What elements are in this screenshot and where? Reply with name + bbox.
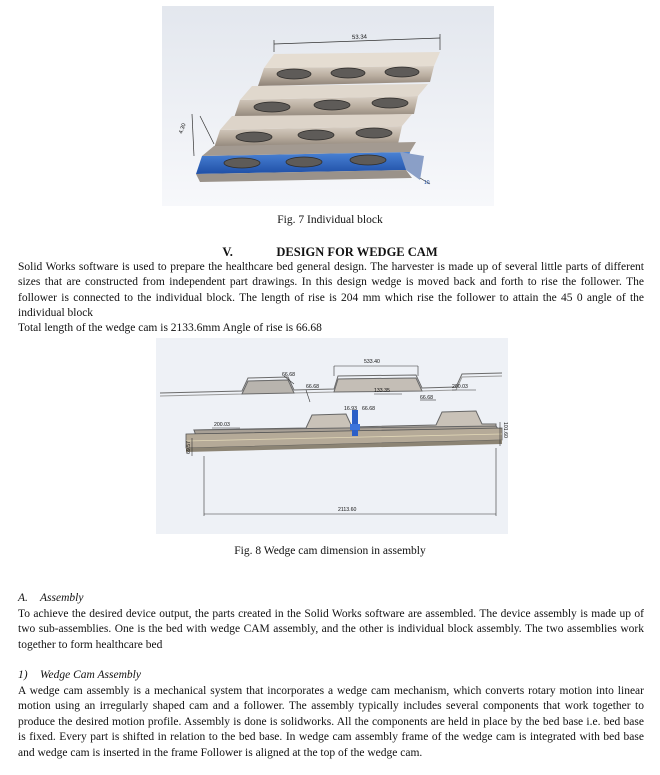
subsection-a-heading <box>18 592 83 604</box>
dim-133: 133.35 <box>374 388 390 394</box>
dim-66-a: 66.68 <box>282 372 295 378</box>
dim-2113: 2113.60 <box>338 507 357 513</box>
section-number: V. <box>222 245 233 259</box>
dim-length: 53.34 <box>351 34 368 41</box>
individual-block-render <box>162 6 494 206</box>
dim-66-c: 66.68 <box>420 395 433 401</box>
dim-101: 101.60 <box>502 422 508 438</box>
subsection-1-paragraph: A wedge cam assembly is a mechanical system that incorporates a wedge cam mechanism, which converts rotary motion into linear motion using an irregularly shaped cam and a follower. The assembly typically includes several components that work together to produce the desired motion profile. Assembly is done is solidworks. All the components are held in place by the bed base i.e. bed base is fixed. Every part is shifted in relation to the bed base. In wedge cam assembly frame of the wedge cam is integrated with bed base and wedge cam is inserted in the frame Follower is aligned at the top of the wedge cam. <box>18 685 644 759</box>
subsection-a-paragraph: To achieve the desired device output, the parts created in the Solid Works software are assembled. The device assembly is made up of two sub-assemblies. One is the bed with wedge CAM assembly, and the other is individual block assembly. The two assemblies work together to form healthcare bed <box>18 608 644 651</box>
figure-8-image <box>156 338 508 534</box>
subsection-1-title: Wedge Cam Assembly <box>40 669 141 681</box>
subsection-1-label: 1) <box>18 669 28 681</box>
section-paragraph-1: Solid Works software is used to prepare the healthcare bed general design. The harvester is made up of several little parts of different sizes that are constructed from independent part drawings. In this design wedge is moved back and forth to rise the follower. The follower is connected to the individual block. The length of rise is 204 mm which rise the follower to attain the 45 0 angle of the individual block <box>18 261 644 320</box>
dim-533: 533.40 <box>364 359 380 365</box>
dim-66-b: 66.68 <box>306 384 319 390</box>
dim-69: 69.57 <box>186 441 192 454</box>
subsection-a-label: A. <box>18 592 28 604</box>
dim-width: 4.30 <box>178 122 188 135</box>
section-heading <box>0 245 660 260</box>
dim-66-d: 66.68 <box>362 406 375 412</box>
dim-200-a: 200.03 <box>452 384 468 390</box>
dim-16: 16.93 <box>344 406 357 412</box>
subsection-a-title: Assembly <box>40 592 84 604</box>
section-paragraph-2: Total length of the wedge cam is 2133.6mm Angle of rise is 66.68 <box>18 322 322 334</box>
dim-200-b: 200.03 <box>214 422 230 428</box>
figure-7-caption: Fig. 7 Individual block <box>277 214 383 226</box>
figure-8-caption: Fig. 8 Wedge cam dimension in assembly <box>234 545 426 557</box>
figure-7-image <box>162 6 494 206</box>
wedge-cam-assembly-render <box>156 338 508 534</box>
section-title: DESIGN FOR WEDGE CAM <box>276 245 438 259</box>
subsection-1-heading <box>18 669 141 681</box>
dim-end: 10 <box>424 180 430 186</box>
